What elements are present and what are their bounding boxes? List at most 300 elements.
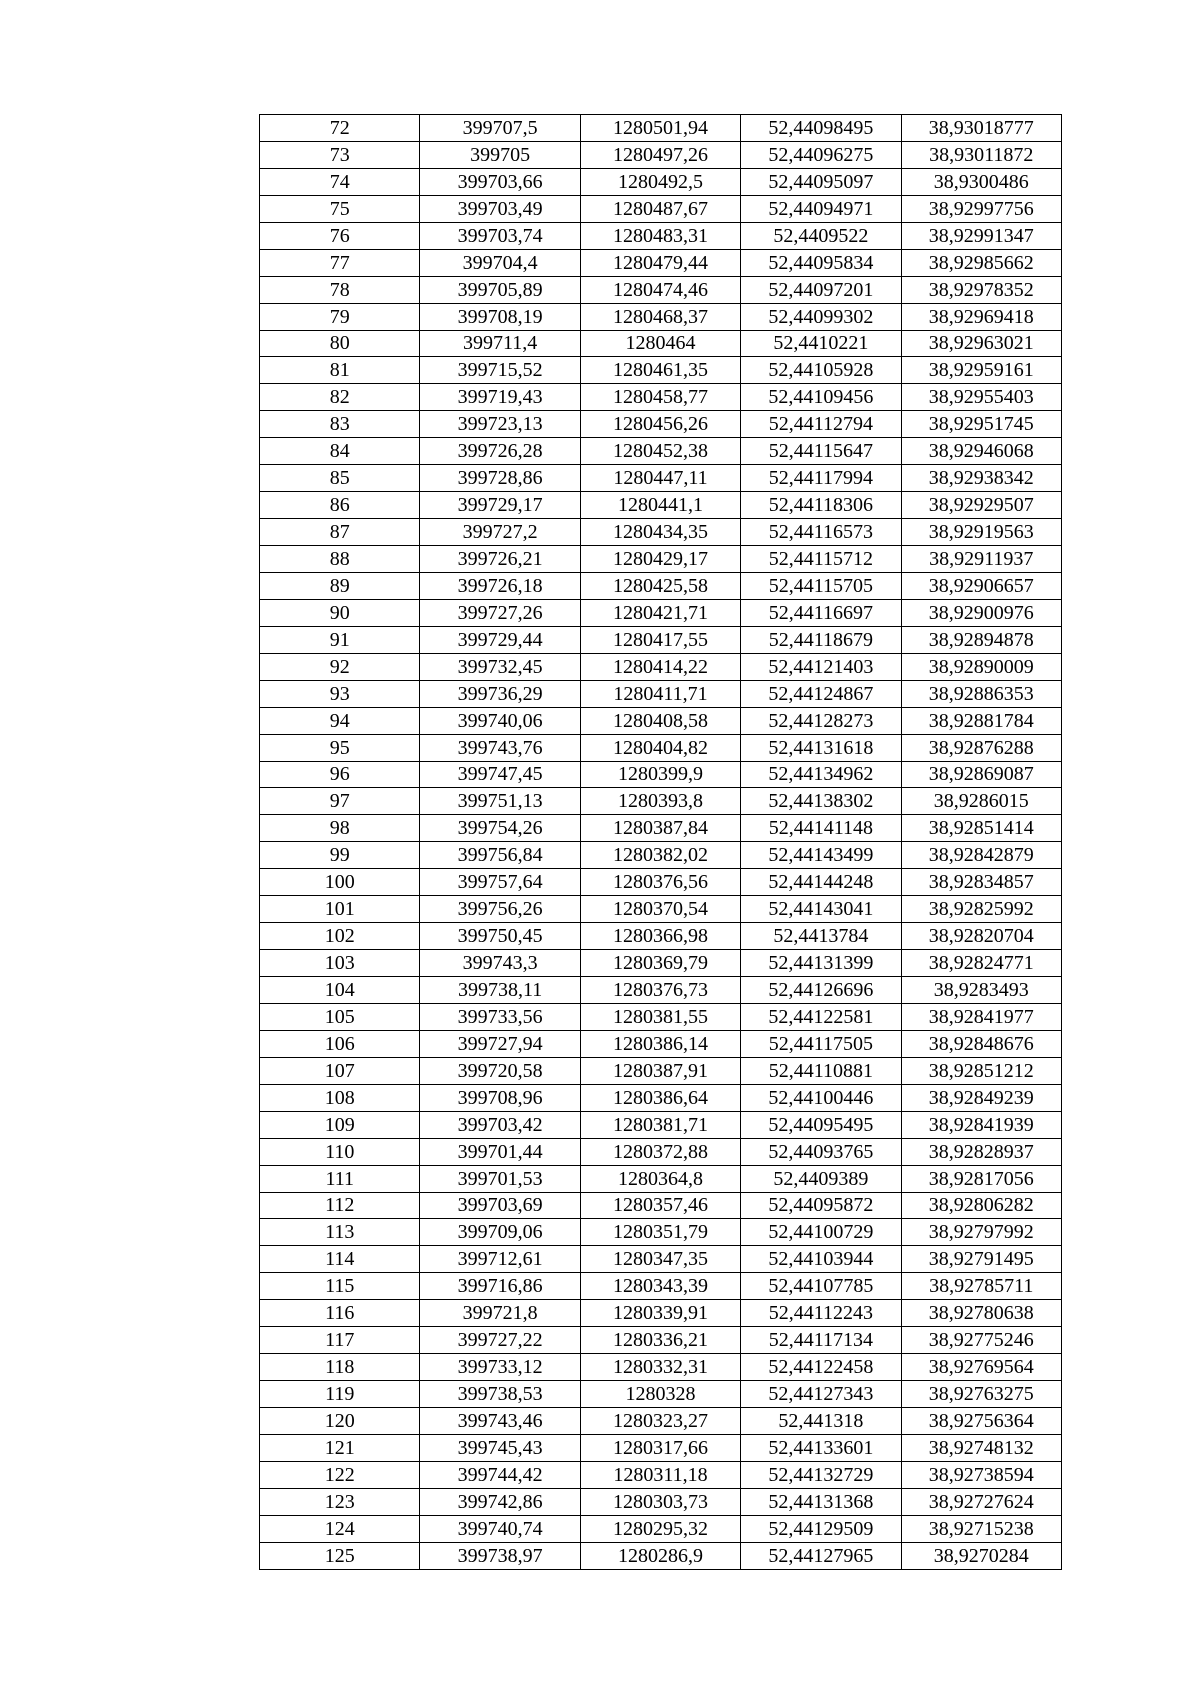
latitude-cell: 52,44103944: [741, 1246, 901, 1273]
table-row: [260, 249, 1062, 276]
latitude-cell: 52,44100446: [741, 1084, 901, 1111]
longitude-cell: 38,92817056: [901, 1165, 1061, 1192]
point-number-cell: 84: [260, 438, 420, 465]
latitude-cell: 52,4409522: [741, 222, 901, 249]
point-number-cell: 113: [260, 1219, 420, 1246]
longitude-cell: 38,92825992: [901, 896, 1061, 923]
x-coordinate-cell: 399738,97: [420, 1542, 580, 1569]
point-number-cell: 77: [260, 249, 420, 276]
latitude-cell: 52,44095872: [741, 1192, 901, 1219]
point-number-cell: 88: [260, 546, 420, 573]
point-number-cell: 121: [260, 1434, 420, 1461]
table-row: [260, 1246, 1062, 1273]
latitude-cell: 52,44124867: [741, 680, 901, 707]
latitude-cell: 52,44096275: [741, 141, 901, 168]
table-row: [260, 1327, 1062, 1354]
table-row: [260, 1138, 1062, 1165]
x-coordinate-cell: 399727,26: [420, 599, 580, 626]
x-coordinate-cell: 399742,86: [420, 1488, 580, 1515]
x-coordinate-cell: 399727,94: [420, 1030, 580, 1057]
y-coordinate-cell: 1280317,66: [580, 1434, 740, 1461]
table-row: [260, 519, 1062, 546]
latitude-cell: 52,44118306: [741, 492, 901, 519]
x-coordinate-cell: 399727,22: [420, 1327, 580, 1354]
latitude-cell: 52,44093765: [741, 1138, 901, 1165]
y-coordinate-cell: 1280343,39: [580, 1273, 740, 1300]
x-coordinate-cell: 399729,17: [420, 492, 580, 519]
y-coordinate-cell: 1280332,31: [580, 1354, 740, 1381]
table-row: [260, 1030, 1062, 1057]
y-coordinate-cell: 1280328: [580, 1381, 740, 1408]
table-row: [260, 788, 1062, 815]
point-number-cell: 120: [260, 1408, 420, 1435]
longitude-cell: 38,92842879: [901, 842, 1061, 869]
longitude-cell: 38,92959161: [901, 357, 1061, 384]
latitude-cell: 52,44095834: [741, 249, 901, 276]
longitude-cell: 38,92906657: [901, 572, 1061, 599]
table-row: [260, 1434, 1062, 1461]
latitude-cell: 52,44117505: [741, 1030, 901, 1057]
x-coordinate-cell: 399703,49: [420, 195, 580, 222]
table-row: [260, 653, 1062, 680]
latitude-cell: 52,44126696: [741, 977, 901, 1004]
x-coordinate-cell: 399733,56: [420, 1003, 580, 1030]
point-number-cell: 97: [260, 788, 420, 815]
longitude-cell: 38,92890009: [901, 653, 1061, 680]
latitude-cell: 52,44107785: [741, 1273, 901, 1300]
point-number-cell: 86: [260, 492, 420, 519]
y-coordinate-cell: 1280425,58: [580, 572, 740, 599]
y-coordinate-cell: 1280468,37: [580, 303, 740, 330]
latitude-cell: 52,44144248: [741, 869, 901, 896]
x-coordinate-cell: 399715,52: [420, 357, 580, 384]
point-number-cell: 118: [260, 1354, 420, 1381]
longitude-cell: 38,92756364: [901, 1408, 1061, 1435]
latitude-cell: 52,4413784: [741, 923, 901, 950]
y-coordinate-cell: 1280474,46: [580, 276, 740, 303]
point-number-cell: 80: [260, 330, 420, 357]
y-coordinate-cell: 1280447,11: [580, 465, 740, 492]
x-coordinate-cell: 399744,42: [420, 1461, 580, 1488]
longitude-cell: 38,92978352: [901, 276, 1061, 303]
y-coordinate-cell: 1280492,5: [580, 168, 740, 195]
latitude-cell: 52,44129509: [741, 1515, 901, 1542]
table-row: [260, 761, 1062, 788]
point-number-cell: 108: [260, 1084, 420, 1111]
longitude-cell: 38,92955403: [901, 384, 1061, 411]
table-row: [260, 815, 1062, 842]
x-coordinate-cell: 399740,74: [420, 1515, 580, 1542]
x-coordinate-cell: 399726,18: [420, 572, 580, 599]
point-number-cell: 87: [260, 519, 420, 546]
y-coordinate-cell: 1280387,84: [580, 815, 740, 842]
x-coordinate-cell: 399740,06: [420, 707, 580, 734]
table-row: [260, 572, 1062, 599]
point-number-cell: 122: [260, 1461, 420, 1488]
point-number-cell: 89: [260, 572, 420, 599]
point-number-cell: 104: [260, 977, 420, 1004]
longitude-cell: 38,92820704: [901, 923, 1061, 950]
y-coordinate-cell: 1280381,55: [580, 1003, 740, 1030]
point-number-cell: 105: [260, 1003, 420, 1030]
table-row: [260, 141, 1062, 168]
latitude-cell: 52,44131368: [741, 1488, 901, 1515]
y-coordinate-cell: 1280452,38: [580, 438, 740, 465]
point-number-cell: 79: [260, 303, 420, 330]
point-number-cell: 98: [260, 815, 420, 842]
latitude-cell: 52,44095495: [741, 1111, 901, 1138]
table-row: [260, 438, 1062, 465]
y-coordinate-cell: 1280434,35: [580, 519, 740, 546]
longitude-cell: 38,92841977: [901, 1003, 1061, 1030]
longitude-cell: 38,92851212: [901, 1057, 1061, 1084]
table-row: [260, 411, 1062, 438]
longitude-cell: 38,92727624: [901, 1488, 1061, 1515]
latitude-cell: 52,44127343: [741, 1381, 901, 1408]
table-row: [260, 168, 1062, 195]
table-row: [260, 1300, 1062, 1327]
y-coordinate-cell: 1280303,73: [580, 1488, 740, 1515]
table-row: [260, 1165, 1062, 1192]
table-row: [260, 734, 1062, 761]
latitude-cell: 52,44134962: [741, 761, 901, 788]
point-number-cell: 112: [260, 1192, 420, 1219]
y-coordinate-cell: 1280351,79: [580, 1219, 740, 1246]
y-coordinate-cell: 1280479,44: [580, 249, 740, 276]
point-number-cell: 78: [260, 276, 420, 303]
x-coordinate-cell: 399704,4: [420, 249, 580, 276]
table-row: [260, 1515, 1062, 1542]
x-coordinate-cell: 399732,45: [420, 653, 580, 680]
point-number-cell: 96: [260, 761, 420, 788]
y-coordinate-cell: 1280369,79: [580, 950, 740, 977]
x-coordinate-cell: 399726,21: [420, 546, 580, 573]
latitude-cell: 52,44095097: [741, 168, 901, 195]
latitude-cell: 52,44122458: [741, 1354, 901, 1381]
table-row: [260, 222, 1062, 249]
longitude-cell: 38,92951745: [901, 411, 1061, 438]
x-coordinate-cell: 399738,11: [420, 977, 580, 1004]
y-coordinate-cell: 1280370,54: [580, 896, 740, 923]
y-coordinate-cell: 1280408,58: [580, 707, 740, 734]
table-row: [260, 195, 1062, 222]
x-coordinate-cell: 399745,43: [420, 1434, 580, 1461]
x-coordinate-cell: 399733,12: [420, 1354, 580, 1381]
y-coordinate-cell: 1280295,32: [580, 1515, 740, 1542]
latitude-cell: 52,44143499: [741, 842, 901, 869]
latitude-cell: 52,44143041: [741, 896, 901, 923]
point-number-cell: 72: [260, 115, 420, 142]
table-row: [260, 492, 1062, 519]
latitude-cell: 52,44128273: [741, 707, 901, 734]
table-row: [260, 599, 1062, 626]
longitude-cell: 38,92894878: [901, 626, 1061, 653]
y-coordinate-cell: 1280364,8: [580, 1165, 740, 1192]
longitude-cell: 38,92849239: [901, 1084, 1061, 1111]
point-number-cell: 107: [260, 1057, 420, 1084]
point-number-cell: 116: [260, 1300, 420, 1327]
x-coordinate-cell: 399705: [420, 141, 580, 168]
point-number-cell: 111: [260, 1165, 420, 1192]
x-coordinate-cell: 399728,86: [420, 465, 580, 492]
longitude-cell: 38,92876288: [901, 734, 1061, 761]
y-coordinate-cell: 1280376,56: [580, 869, 740, 896]
longitude-cell: 38,92919563: [901, 519, 1061, 546]
latitude-cell: 52,44122581: [741, 1003, 901, 1030]
y-coordinate-cell: 1280372,88: [580, 1138, 740, 1165]
x-coordinate-cell: 399743,76: [420, 734, 580, 761]
x-coordinate-cell: 399703,74: [420, 222, 580, 249]
latitude-cell: 52,44131618: [741, 734, 901, 761]
table-row: [260, 680, 1062, 707]
y-coordinate-cell: 1280286,9: [580, 1542, 740, 1569]
x-coordinate-cell: 399703,69: [420, 1192, 580, 1219]
x-coordinate-cell: 399705,89: [420, 276, 580, 303]
longitude-cell: 38,92851414: [901, 815, 1061, 842]
table-row: [260, 1003, 1062, 1030]
x-coordinate-cell: 399757,64: [420, 869, 580, 896]
longitude-cell: 38,92886353: [901, 680, 1061, 707]
x-coordinate-cell: 399756,26: [420, 896, 580, 923]
longitude-cell: 38,92963021: [901, 330, 1061, 357]
longitude-cell: 38,92938342: [901, 465, 1061, 492]
longitude-cell: 38,92985662: [901, 249, 1061, 276]
longitude-cell: 38,92780638: [901, 1300, 1061, 1327]
longitude-cell: 38,92900976: [901, 599, 1061, 626]
longitude-cell: 38,92997756: [901, 195, 1061, 222]
table-row: [260, 1219, 1062, 1246]
table-row: [260, 1111, 1062, 1138]
longitude-cell: 38,92869087: [901, 761, 1061, 788]
point-number-cell: 125: [260, 1542, 420, 1569]
table-row: [260, 357, 1062, 384]
latitude-cell: 52,44099302: [741, 303, 901, 330]
y-coordinate-cell: 1280458,77: [580, 384, 740, 411]
x-coordinate-cell: 399720,58: [420, 1057, 580, 1084]
table-row: [260, 842, 1062, 869]
longitude-cell: 38,9300486: [901, 168, 1061, 195]
longitude-cell: 38,92929507: [901, 492, 1061, 519]
latitude-cell: 52,44109456: [741, 384, 901, 411]
point-number-cell: 93: [260, 680, 420, 707]
coordinates-table-body: [260, 115, 1062, 1570]
longitude-cell: 38,92715238: [901, 1515, 1061, 1542]
table-row: [260, 1488, 1062, 1515]
table-row: [260, 869, 1062, 896]
y-coordinate-cell: 1280399,9: [580, 761, 740, 788]
point-number-cell: 119: [260, 1381, 420, 1408]
table-row: [260, 1273, 1062, 1300]
y-coordinate-cell: 1280464: [580, 330, 740, 357]
y-coordinate-cell: 1280323,27: [580, 1408, 740, 1435]
x-coordinate-cell: 399721,8: [420, 1300, 580, 1327]
y-coordinate-cell: 1280461,35: [580, 357, 740, 384]
y-coordinate-cell: 1280393,8: [580, 788, 740, 815]
latitude-cell: 52,44121403: [741, 653, 901, 680]
latitude-cell: 52,4409389: [741, 1165, 901, 1192]
coordinates-table: [259, 114, 1062, 1570]
latitude-cell: 52,44117994: [741, 465, 901, 492]
latitude-cell: 52,44117134: [741, 1327, 901, 1354]
latitude-cell: 52,44127965: [741, 1542, 901, 1569]
x-coordinate-cell: 399712,61: [420, 1246, 580, 1273]
y-coordinate-cell: 1280404,82: [580, 734, 740, 761]
latitude-cell: 52,44116697: [741, 599, 901, 626]
point-number-cell: 123: [260, 1488, 420, 1515]
latitude-cell: 52,44131399: [741, 950, 901, 977]
x-coordinate-cell: 399707,5: [420, 115, 580, 142]
x-coordinate-cell: 399729,44: [420, 626, 580, 653]
point-number-cell: 85: [260, 465, 420, 492]
latitude-cell: 52,44110881: [741, 1057, 901, 1084]
table-row: [260, 950, 1062, 977]
latitude-cell: 52,4410221: [741, 330, 901, 357]
latitude-cell: 52,44112794: [741, 411, 901, 438]
y-coordinate-cell: 1280501,94: [580, 115, 740, 142]
y-coordinate-cell: 1280311,18: [580, 1461, 740, 1488]
point-number-cell: 91: [260, 626, 420, 653]
longitude-cell: 38,92834857: [901, 869, 1061, 896]
longitude-cell: 38,92806282: [901, 1192, 1061, 1219]
point-number-cell: 109: [260, 1111, 420, 1138]
latitude-cell: 52,44094971: [741, 195, 901, 222]
y-coordinate-cell: 1280366,98: [580, 923, 740, 950]
x-coordinate-cell: 399719,43: [420, 384, 580, 411]
y-coordinate-cell: 1280456,26: [580, 411, 740, 438]
y-coordinate-cell: 1280483,31: [580, 222, 740, 249]
y-coordinate-cell: 1280421,71: [580, 599, 740, 626]
y-coordinate-cell: 1280487,67: [580, 195, 740, 222]
point-number-cell: 117: [260, 1327, 420, 1354]
x-coordinate-cell: 399756,84: [420, 842, 580, 869]
longitude-cell: 38,92791495: [901, 1246, 1061, 1273]
x-coordinate-cell: 399736,29: [420, 680, 580, 707]
x-coordinate-cell: 399754,26: [420, 815, 580, 842]
x-coordinate-cell: 399709,06: [420, 1219, 580, 1246]
table-row: [260, 546, 1062, 573]
latitude-cell: 52,44116573: [741, 519, 901, 546]
y-coordinate-cell: 1280414,22: [580, 653, 740, 680]
table-row: [260, 923, 1062, 950]
table-row: [260, 465, 1062, 492]
x-coordinate-cell: 399701,53: [420, 1165, 580, 1192]
y-coordinate-cell: 1280386,64: [580, 1084, 740, 1111]
longitude-cell: 38,92785711: [901, 1273, 1061, 1300]
table-row: [260, 115, 1062, 142]
table-row: [260, 276, 1062, 303]
longitude-cell: 38,92738594: [901, 1461, 1061, 1488]
y-coordinate-cell: 1280357,46: [580, 1192, 740, 1219]
latitude-cell: 52,44118679: [741, 626, 901, 653]
y-coordinate-cell: 1280429,17: [580, 546, 740, 573]
longitude-cell: 38,92828937: [901, 1138, 1061, 1165]
x-coordinate-cell: 399701,44: [420, 1138, 580, 1165]
table-row: [260, 626, 1062, 653]
latitude-cell: 52,44141148: [741, 815, 901, 842]
latitude-cell: 52,44098495: [741, 115, 901, 142]
latitude-cell: 52,44132729: [741, 1461, 901, 1488]
x-coordinate-cell: 399743,46: [420, 1408, 580, 1435]
x-coordinate-cell: 399743,3: [420, 950, 580, 977]
y-coordinate-cell: 1280497,26: [580, 141, 740, 168]
point-number-cell: 83: [260, 411, 420, 438]
point-number-cell: 81: [260, 357, 420, 384]
table-row: [260, 896, 1062, 923]
point-number-cell: 103: [260, 950, 420, 977]
y-coordinate-cell: 1280381,71: [580, 1111, 740, 1138]
y-coordinate-cell: 1280441,1: [580, 492, 740, 519]
x-coordinate-cell: 399751,13: [420, 788, 580, 815]
point-number-cell: 90: [260, 599, 420, 626]
table-row: [260, 1192, 1062, 1219]
y-coordinate-cell: 1280336,21: [580, 1327, 740, 1354]
point-number-cell: 73: [260, 141, 420, 168]
x-coordinate-cell: 399708,96: [420, 1084, 580, 1111]
longitude-cell: 38,92797992: [901, 1219, 1061, 1246]
point-number-cell: 115: [260, 1273, 420, 1300]
longitude-cell: 38,92991347: [901, 222, 1061, 249]
point-number-cell: 100: [260, 869, 420, 896]
longitude-cell: 38,92881784: [901, 707, 1061, 734]
table-row: [260, 1381, 1062, 1408]
latitude-cell: 52,44115705: [741, 572, 901, 599]
point-number-cell: 102: [260, 923, 420, 950]
table-row: [260, 977, 1062, 1004]
y-coordinate-cell: 1280417,55: [580, 626, 740, 653]
y-coordinate-cell: 1280376,73: [580, 977, 740, 1004]
y-coordinate-cell: 1280339,91: [580, 1300, 740, 1327]
latitude-cell: 52,44097201: [741, 276, 901, 303]
point-number-cell: 106: [260, 1030, 420, 1057]
table-row: [260, 303, 1062, 330]
latitude-cell: 52,44115647: [741, 438, 901, 465]
longitude-cell: 38,92841939: [901, 1111, 1061, 1138]
longitude-cell: 38,93011872: [901, 141, 1061, 168]
latitude-cell: 52,44138302: [741, 788, 901, 815]
longitude-cell: 38,92911937: [901, 546, 1061, 573]
longitude-cell: 38,92946068: [901, 438, 1061, 465]
longitude-cell: 38,9270284: [901, 1542, 1061, 1569]
latitude-cell: 52,441318: [741, 1408, 901, 1435]
x-coordinate-cell: 399708,19: [420, 303, 580, 330]
longitude-cell: 38,92824771: [901, 950, 1061, 977]
x-coordinate-cell: 399727,2: [420, 519, 580, 546]
x-coordinate-cell: 399747,45: [420, 761, 580, 788]
point-number-cell: 94: [260, 707, 420, 734]
longitude-cell: 38,92848676: [901, 1030, 1061, 1057]
x-coordinate-cell: 399711,4: [420, 330, 580, 357]
table-row: [260, 1461, 1062, 1488]
x-coordinate-cell: 399726,28: [420, 438, 580, 465]
longitude-cell: 38,93018777: [901, 115, 1061, 142]
latitude-cell: 52,44133601: [741, 1434, 901, 1461]
x-coordinate-cell: 399703,42: [420, 1111, 580, 1138]
longitude-cell: 38,92748132: [901, 1434, 1061, 1461]
x-coordinate-cell: 399703,66: [420, 168, 580, 195]
longitude-cell: 38,92769564: [901, 1354, 1061, 1381]
point-number-cell: 114: [260, 1246, 420, 1273]
table-row: [260, 707, 1062, 734]
x-coordinate-cell: 399750,45: [420, 923, 580, 950]
latitude-cell: 52,44105928: [741, 357, 901, 384]
longitude-cell: 38,9283493: [901, 977, 1061, 1004]
table-row: [260, 1408, 1062, 1435]
table-row: [260, 1084, 1062, 1111]
point-number-cell: 101: [260, 896, 420, 923]
point-number-cell: 82: [260, 384, 420, 411]
latitude-cell: 52,44100729: [741, 1219, 901, 1246]
y-coordinate-cell: 1280347,35: [580, 1246, 740, 1273]
